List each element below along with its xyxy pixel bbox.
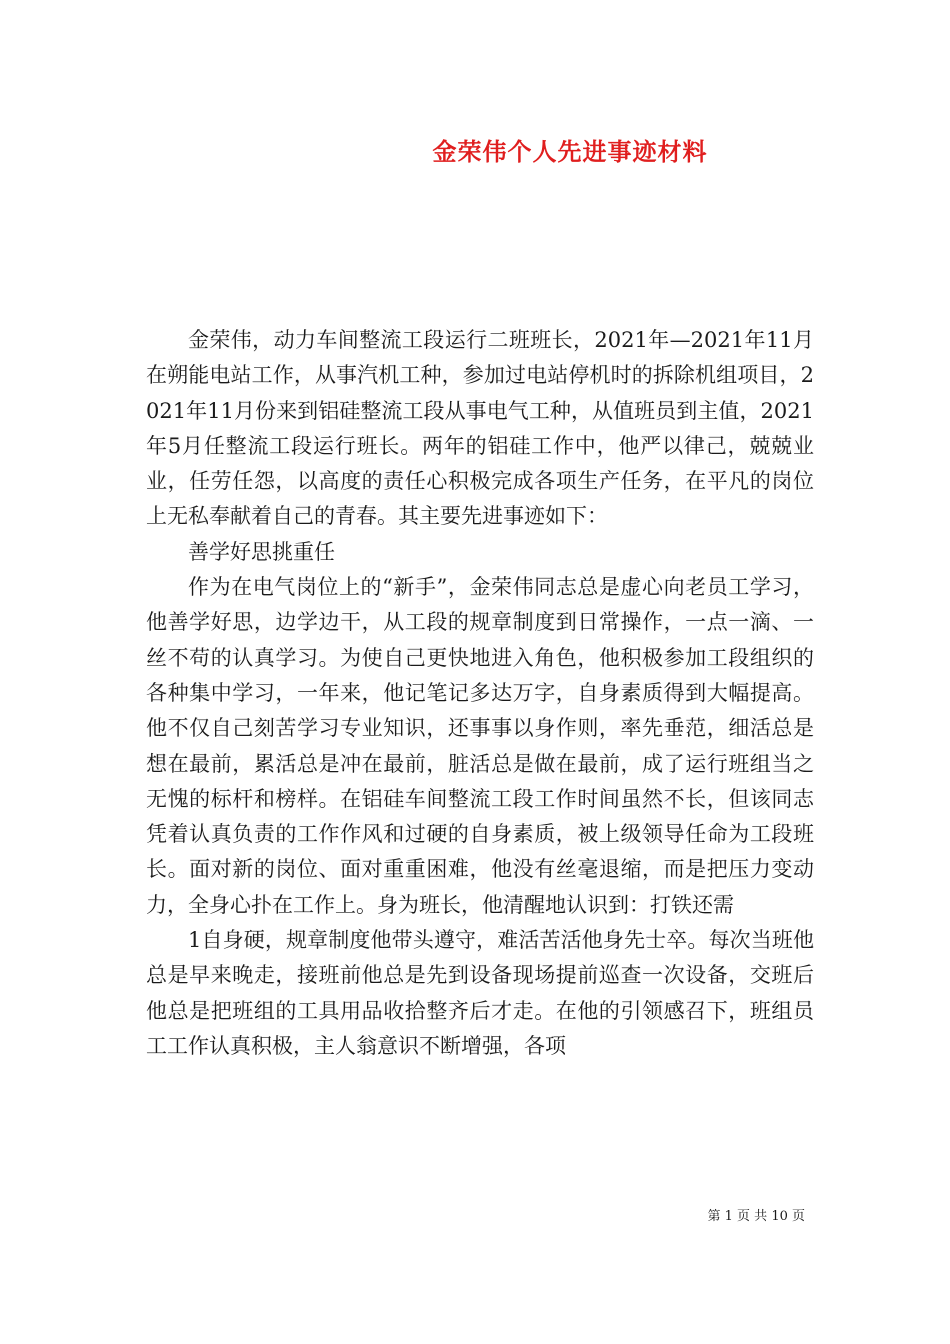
paragraph-intro: 金荣伟，动力车间整流工段运行二班班长，2021年—2021年11月在朔能电站工作，从事汽机工种，参加过电站停机时的拆除机组项目，2021年11月份来到铝硅整流工段从事电气工种，从值班员到主值，2021年5月任整流工段运行班长。两年的铝硅工作中，他严以律己，兢兢业业，任劳任怨，以高度的责任心积极完成各项生产任务，在平凡的岗位上无私奉献着自己的青春。其主要先进事迹如下： [146,328,814,529]
section-heading: 善学好思挑重任 [188,539,335,564]
paragraph-study: 作为在电气岗位上的“新手”，金荣伟同志总是虚心向老员工学习，他善学好思，边学边干，从工段的规章制度到日常操作，一点一滴、一丝不苟的认真学习。为使自己更快地进入角色，他积极参加工段组织的各种集中学习，一年来，他记笔记多达万字，自身素质得到大幅提高。他不仅自己刻苦学习专业知识，还事事以身作则，率先垂范，细活总是想在最前，累活总是冲在最前，脏活总是做在最前，成了运行班组当之无愧的标杆和榜样。在铝硅车间整流工段工作时间虽然不长，但该同志凭着认真负责的工作作风和过硬的自身素质，被上级领导任命为工段班长。面对新的岗位、面对重重困难，他没有丝毫退缩，而是把压力变动力，全身心扑在工作上。身为班长，他清醒地认识到：打铁还需 [146,575,814,917]
document-body [146,323,814,1064]
document-title: 金荣伟个人先进事迹材料 [432,137,708,166]
page-number-footer: 第 1 页 共 10 页 [707,1209,805,1224]
paragraph-leadership: 1自身硬，规章制度他带头遵守，难活苦活他身先士卒。每次当班他总是早来晚走，接班前他总是先到设备现场提前巡查一次设备，交班后他总是把班组的工具用品收拾整齐后才走。在他的引领感召下，班组员工工作认真积极，主人翁意识不断增强，各项 [146,928,814,1058]
